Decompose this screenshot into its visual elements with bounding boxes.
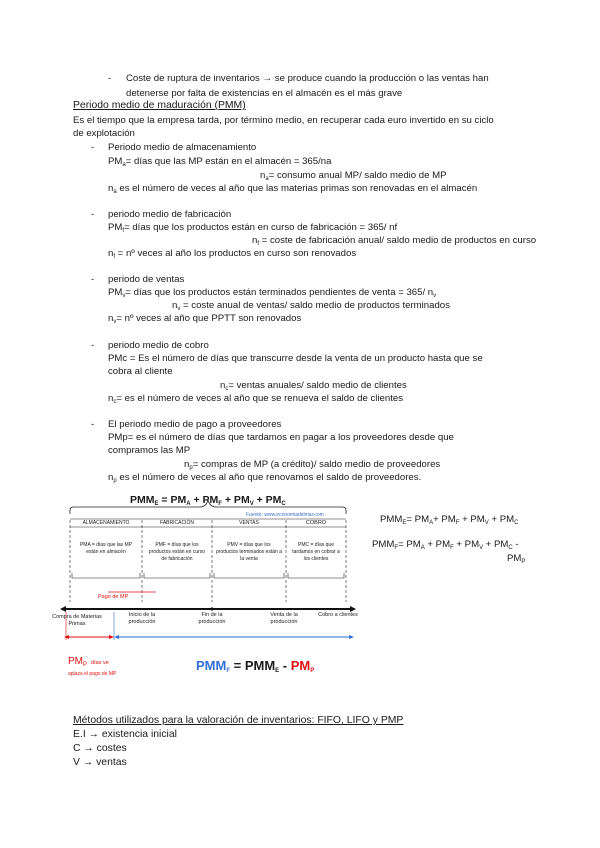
timeline-event: Cobro a clientes — [318, 612, 358, 618]
phase-box-text: PMC = días que tardamos en cobrar a los clientes — [292, 542, 340, 562]
methods-line: E.I → existencia inicial — [73, 729, 177, 740]
item-n-def: $n_p=$ compras de MP (a crédito)/ saldo medio de proveedores — [184, 459, 441, 471]
pmm-diagram — [52, 490, 360, 690]
item-n-def: $n_c=$ ventas anuales/ saldo medio de clientes — [220, 380, 407, 392]
timeline-event: Compra de Materias Primas — [52, 614, 102, 627]
item-n-def: $n_a=$ consumo anual MP/ saldo medio de MP — [260, 170, 447, 182]
item-title: periodo medio de fabricación — [108, 209, 232, 220]
bullet-dash: - — [108, 73, 112, 84]
methods-title: Métodos utilizados para la valoración de inventarios: FIFO, LIFO y PMP — [73, 715, 404, 726]
phase-label: VENTAS — [239, 520, 259, 526]
pmmf-formula: $PMM_F = PMM_E - PM_P$ — [196, 658, 315, 674]
diagram-header-formula: $PMM_E = PM_A + PM_F + PM_V + PM_C$ — [130, 494, 286, 507]
pmp-label: $PM_P$ días ve — [68, 656, 109, 668]
phase-box-text: PMA = días que las MP están en almacén — [79, 542, 133, 555]
item-formula: $PM_f=$ días que los productos están en curso de fabricación = 365/ nf — [108, 222, 398, 234]
item-formula: PMc = Es el número de días que transcurre desde la venta de un producto hasta que se — [108, 353, 483, 364]
pmp-desc: aplaza el pago de MP — [68, 671, 117, 677]
bullet-dash: - — [91, 274, 95, 285]
item-n-def: $n_f$ = coste de fabricación anual/ saldo medio de productos en curso — [252, 235, 537, 247]
bullet-dash: - — [91, 419, 95, 430]
item-formula: PMp= es el número de días que tardamos en pagar a los proveedores desde que — [108, 432, 454, 443]
item-note: $n_c=$ es el número de veces al año que se renueva el saldo de clientes — [108, 393, 404, 405]
item-note: $n_a$ es el número de veces al año que las materias primas son renovadas en el almacén — [108, 183, 478, 195]
item-title: periodo medio de cobro — [108, 340, 209, 351]
item-formula-line2: cobra al cliente — [108, 366, 173, 377]
item-note: $n_f$ = nº veces al año los productos en curso son renovados — [108, 248, 357, 260]
item-note: $n_p$ es el número de veces al año que renovamos el saldo de proveedores. — [108, 472, 422, 484]
phase-label: FABRICACIÓN — [160, 520, 194, 526]
pmm-desc-1: Es el tiempo que la empresa tarda, por término medio, en recuperar cada euro invertido en su ciclo — [73, 115, 494, 126]
pmm-title: Periodo medio de maduración (PMM) — [73, 100, 246, 111]
timeline-event: Venta de la producción — [270, 612, 298, 625]
bullet-dash: - — [91, 142, 95, 153]
phase-label: ALMACENAMIENTO — [82, 520, 130, 526]
item-formula-line2: compramos las MP — [108, 445, 191, 456]
intro-line-2: detenerse por falta de existencias en el almacén es el más grave — [126, 88, 403, 99]
item-formula: $PM_a=$ días que las MP están en el almacén = 365/na — [108, 156, 332, 168]
item-formula: $PM_v=$ días que los productos están terminados pendientes de venta = 365/ $n_v$ — [108, 287, 437, 299]
item-title: Periodo medio de almacenamiento — [108, 142, 257, 153]
phase-label: COBRO — [305, 520, 327, 526]
intro-line-1: Coste de ruptura de inventarios → se produce cuando la producción o las ventas han — [126, 73, 489, 84]
diagram-source: Fuente: www.economiadelmar.com — [246, 512, 324, 518]
side-formula-pmme: $PMM_E= PM_A+ PM_F + PM_V + PM_C$ — [380, 514, 519, 526]
item-title: El periodo medio de pago a proveedores — [108, 419, 282, 430]
methods-line: V → ventas — [73, 757, 127, 768]
bullet-dash: - — [91, 209, 95, 220]
phase-box-text: PMV = días que los productos terminados están a la venta — [216, 542, 282, 562]
phase-box-text: PMF = días que los productos están en curso de fabricación — [148, 542, 206, 562]
pago-mp-label: Pago de MP — [98, 594, 129, 600]
pmm-desc-2: de explotación — [73, 128, 135, 139]
side-formula-pmp: $PM_P$ — [507, 553, 526, 565]
bullet-dash: - — [91, 340, 95, 351]
side-formula-pmmf: $PMM_F= PM_A + PM_F + PM_V + PM_C$ - — [372, 539, 519, 551]
methods-line: C → costes — [73, 743, 127, 754]
timeline-event: Inicio de la producción — [128, 612, 156, 625]
timeline-event: Fin de la producción — [198, 612, 226, 625]
item-n-def: $n_v$ = coste anual de ventas/ saldo medio de productos terminados — [172, 300, 450, 312]
item-title: periodo de ventas — [108, 274, 185, 285]
item-note: $n_v=$ nº veces al año que PPTT son renovados — [108, 313, 302, 325]
